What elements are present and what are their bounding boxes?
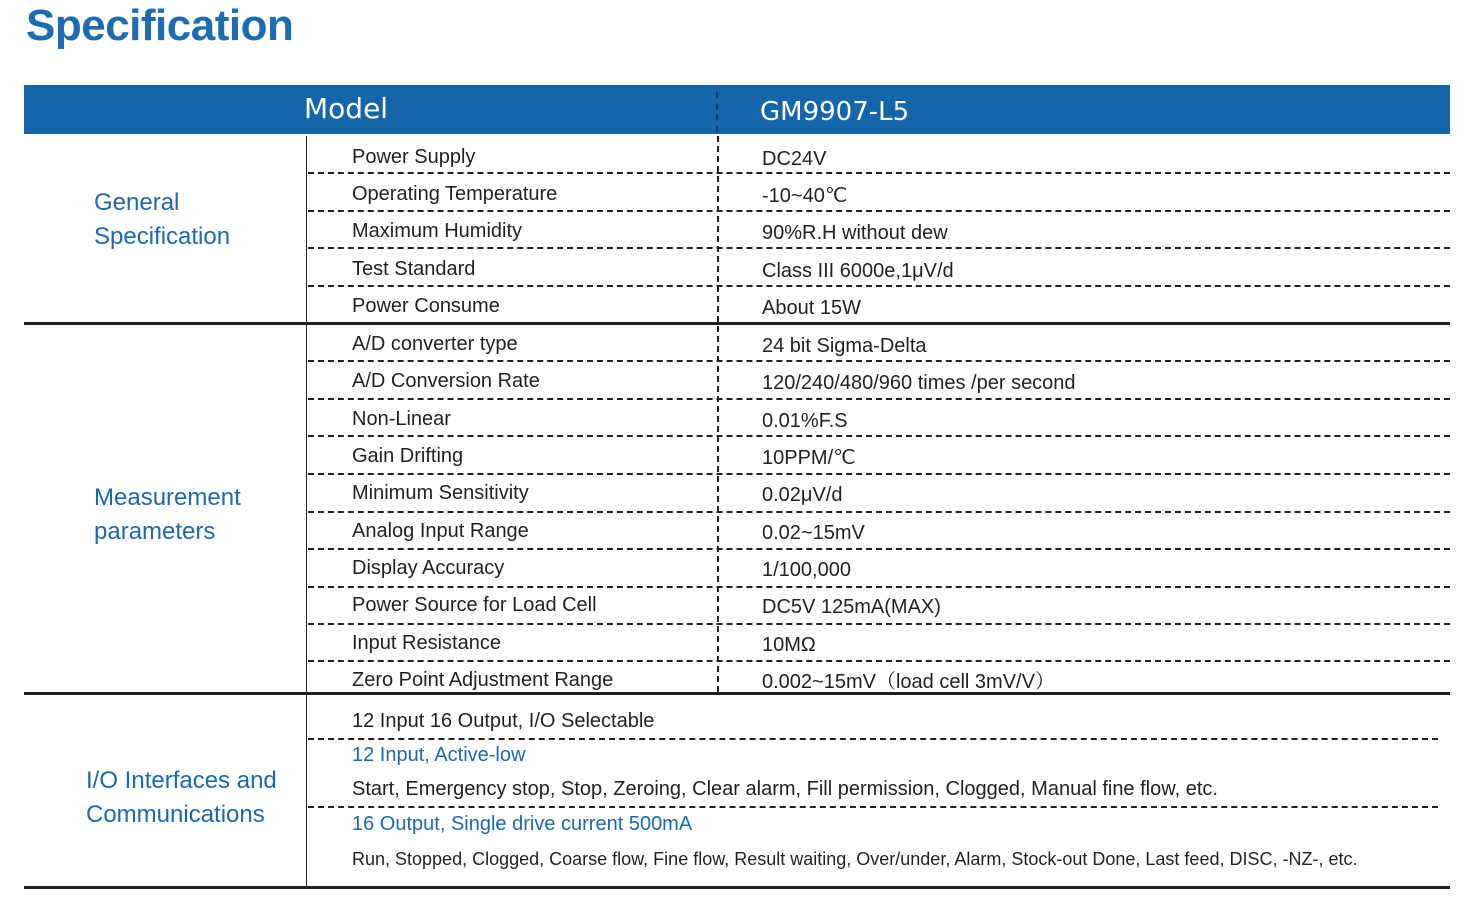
spec-name: Power Source for Load Cell bbox=[352, 594, 597, 616]
io-input-heading: 12 Input, Active-low bbox=[352, 744, 526, 766]
header-divider bbox=[716, 92, 718, 132]
row-divider bbox=[308, 210, 1450, 212]
row-divider bbox=[308, 247, 1450, 249]
table-bottom-border bbox=[24, 886, 1450, 889]
section-separator bbox=[24, 692, 1450, 695]
page-title: Specification bbox=[26, 1, 294, 50]
section-label-line: I/O Interfaces and bbox=[86, 767, 277, 794]
spec-value: 0.02μV/d bbox=[762, 484, 843, 506]
row-divider bbox=[308, 360, 1450, 362]
row-divider bbox=[308, 738, 1438, 740]
spec-name: A/D converter type bbox=[352, 333, 518, 355]
spec-value: 120/240/480/960 times /per second bbox=[762, 372, 1076, 394]
row-divider bbox=[308, 806, 1438, 808]
row-divider bbox=[308, 172, 1450, 174]
spec-name: Display Accuracy bbox=[352, 557, 505, 579]
spec-name: Gain Drifting bbox=[352, 445, 464, 467]
spec-name: Analog Input Range bbox=[352, 520, 529, 542]
spec-name: Operating Temperature bbox=[352, 183, 558, 205]
value-column-divider bbox=[717, 326, 719, 692]
row-divider bbox=[308, 586, 1450, 588]
header-model-label: Model bbox=[304, 92, 389, 125]
spec-value: 0.01%F.S bbox=[762, 410, 848, 432]
spec-name: Power Consume bbox=[352, 295, 500, 317]
io-output-heading: 16 Output, Single drive current 500mA bbox=[352, 813, 693, 835]
spec-value: 24 bit Sigma-Delta bbox=[762, 335, 927, 357]
spec-value: DC24V bbox=[762, 148, 827, 170]
section-label-measurement bbox=[94, 481, 241, 549]
label-column-divider bbox=[306, 136, 307, 888]
row-divider bbox=[308, 435, 1450, 437]
row-divider bbox=[308, 285, 1450, 287]
spec-value: Class III 6000e,1μV/d bbox=[762, 260, 954, 282]
section-label-io bbox=[86, 764, 277, 832]
row-divider bbox=[308, 473, 1450, 475]
io-summary: 12 Input 16 Output, I/O Selectable bbox=[352, 710, 655, 732]
spec-name: Power Supply bbox=[352, 146, 476, 168]
io-output-detail: Run, Stopped, Clogged, Coarse flow, Fine flow, Result waiting, Over/under, Alarm, Stock-out Done, Last feed, DISC, -NZ-, etc. bbox=[352, 849, 1358, 869]
table-header bbox=[24, 85, 1450, 134]
spec-value: 10PPM/℃ bbox=[762, 447, 856, 469]
section-label-line: Communications bbox=[86, 801, 265, 828]
spec-value: 1/100,000 bbox=[762, 559, 851, 581]
spec-value: -10~40℃ bbox=[762, 185, 848, 207]
row-divider bbox=[308, 511, 1450, 513]
spec-name: Non-Linear bbox=[352, 408, 451, 430]
section-label-line: General bbox=[94, 189, 180, 216]
section-label-line: Measurement bbox=[94, 484, 241, 511]
spec-name: Maximum Humidity bbox=[352, 220, 523, 242]
spec-value: DC5V 125mA(MAX) bbox=[762, 596, 941, 618]
spec-value: 10MΩ bbox=[762, 634, 816, 656]
spec-name: Input Resistance bbox=[352, 632, 501, 654]
spec-name: Minimum Sensitivity bbox=[352, 482, 529, 504]
value-column-divider bbox=[717, 136, 719, 322]
spec-name: Test Standard bbox=[352, 258, 476, 280]
section-label-line: Specification bbox=[94, 223, 231, 250]
header-model-value: GM9907-L5 bbox=[760, 97, 910, 127]
row-divider bbox=[308, 398, 1450, 400]
spec-value: 0.002~15mV（load cell 3mV/V） bbox=[762, 671, 1055, 693]
section-separator bbox=[24, 322, 1450, 325]
io-input-detail: Start, Emergency stop, Stop, Zeroing, Clear alarm, Fill permission, Clogged, Manual fine flow, etc. bbox=[352, 778, 1218, 800]
row-divider bbox=[308, 660, 1450, 662]
spec-name: A/D Conversion Rate bbox=[352, 370, 540, 392]
row-divider bbox=[308, 623, 1450, 625]
row-divider bbox=[308, 548, 1450, 550]
spec-value: 90%R.H without dew bbox=[762, 222, 948, 244]
section-label-general bbox=[94, 186, 230, 254]
section-label-line: parameters bbox=[94, 518, 216, 545]
spec-value: 0.02~15mV bbox=[762, 522, 865, 544]
spec-value: About 15W bbox=[762, 297, 861, 319]
spec-name: Zero Point Adjustment Range bbox=[352, 669, 614, 691]
